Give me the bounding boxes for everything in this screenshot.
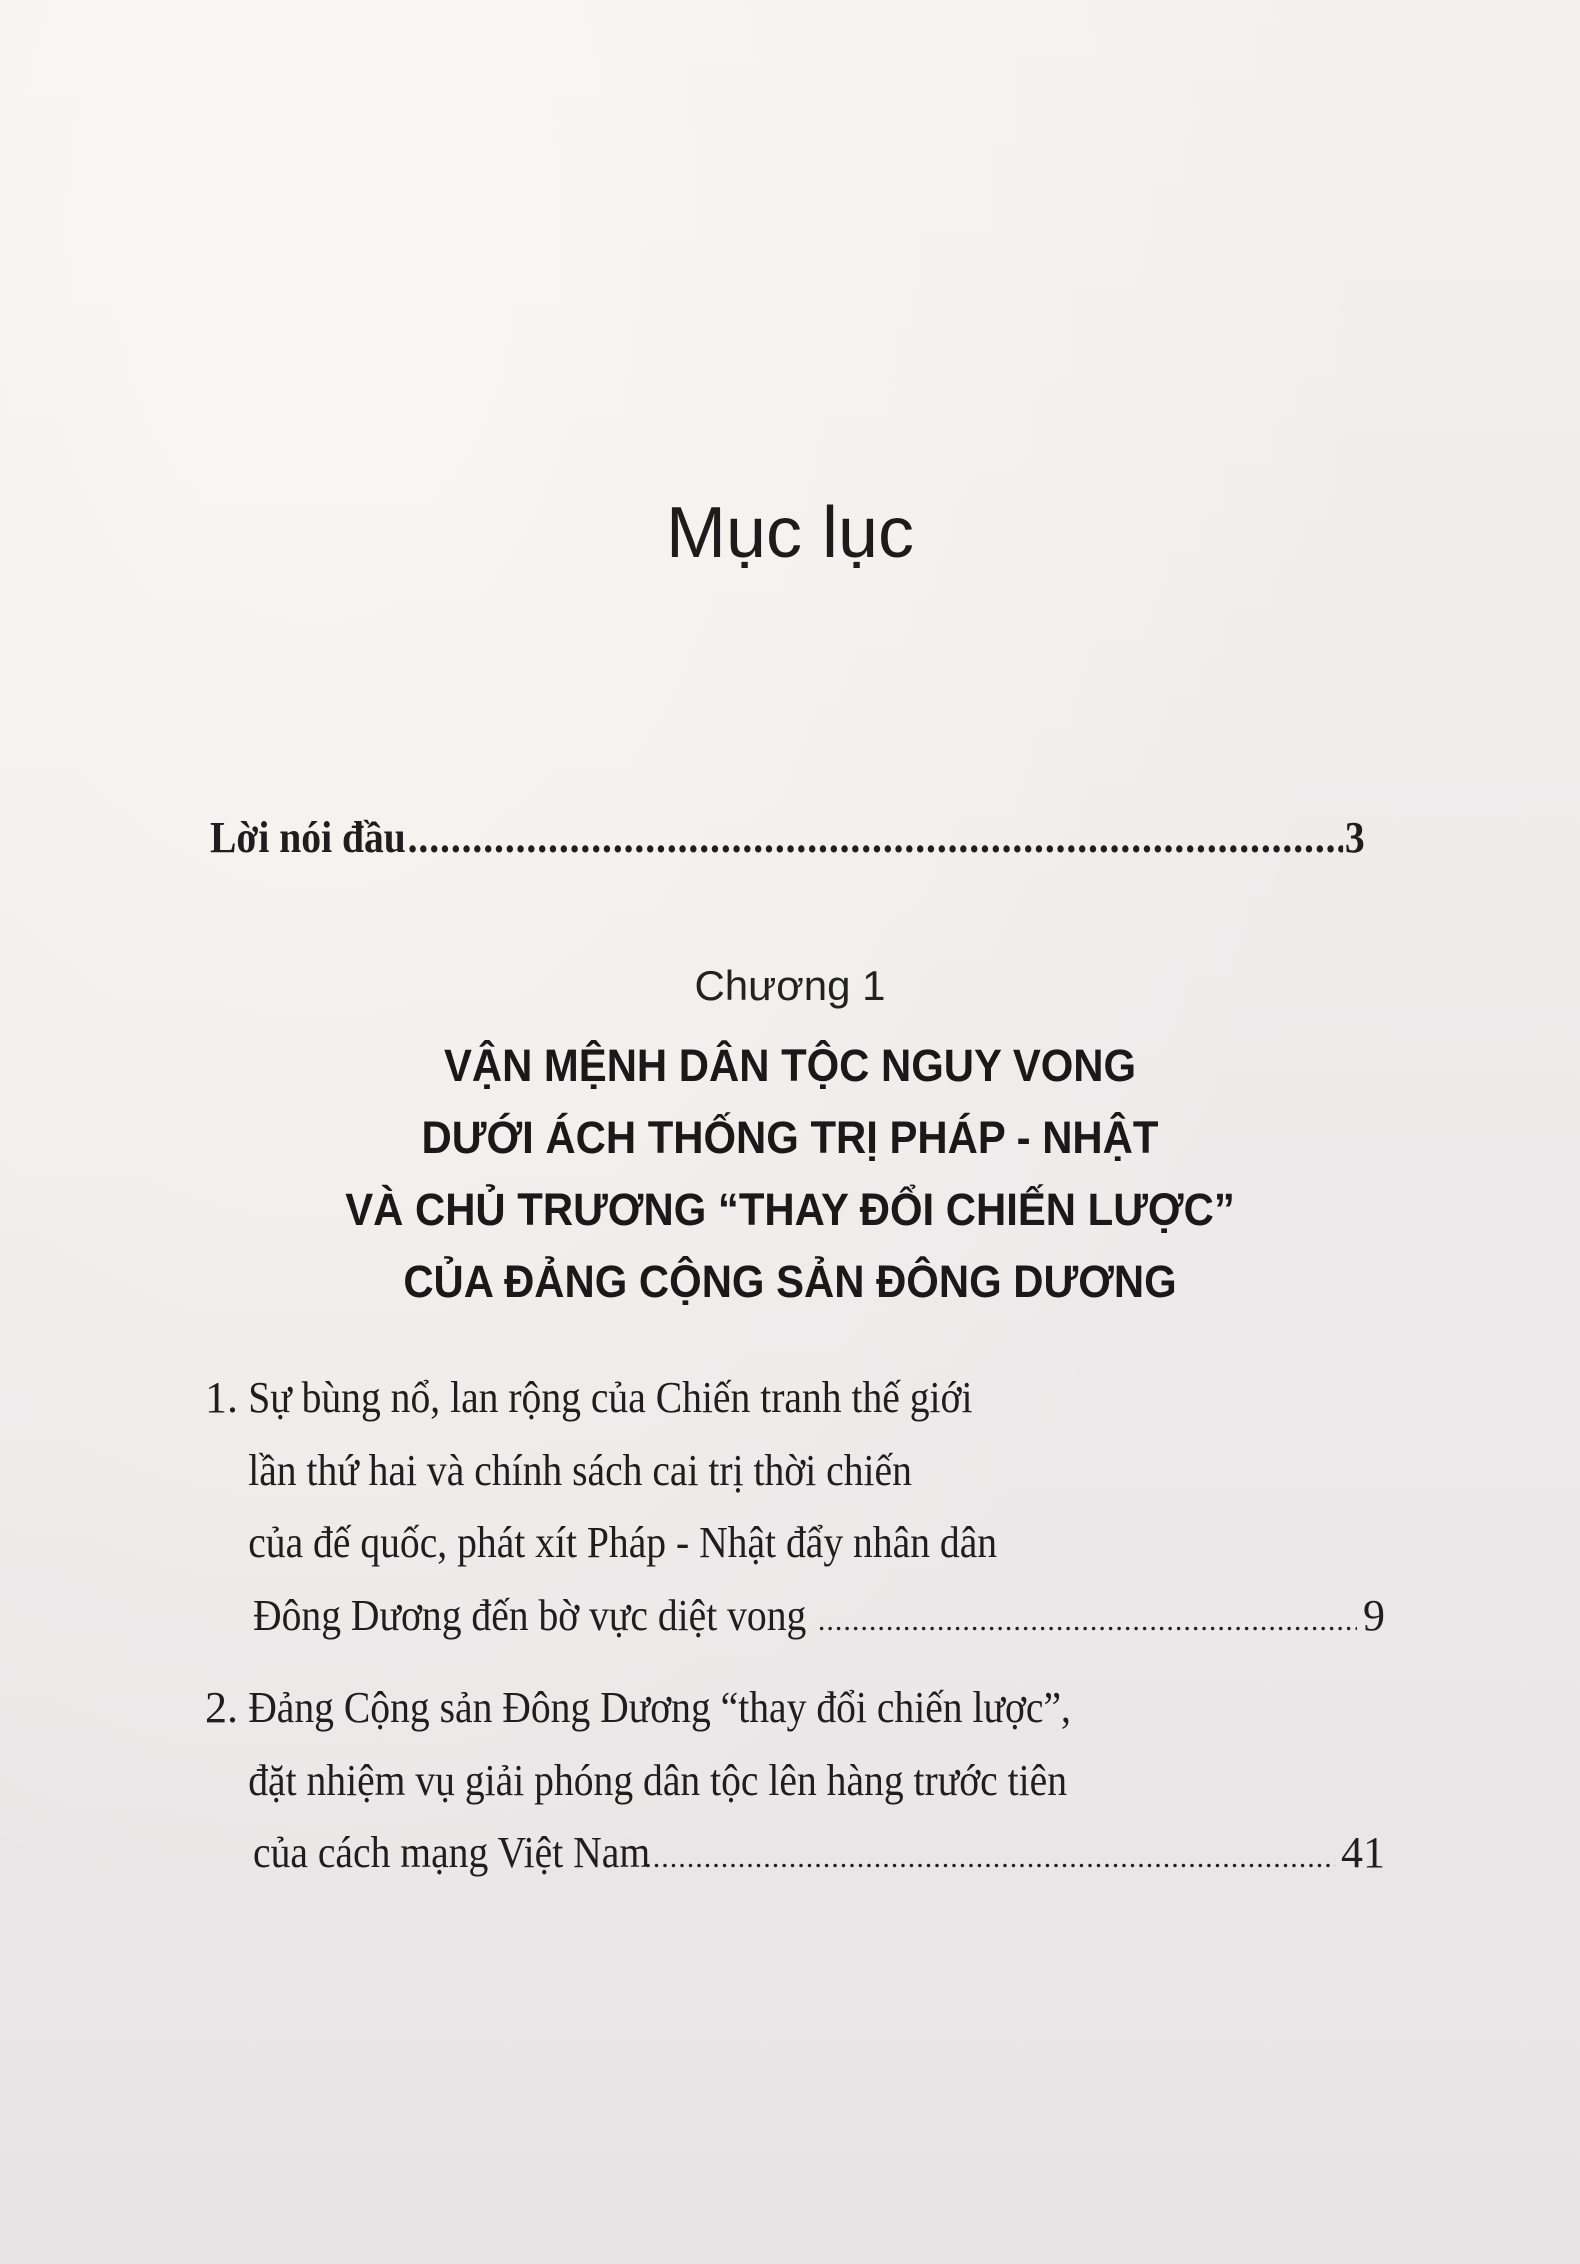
- toc-page-number: 3: [1344, 813, 1365, 862]
- chapter-heading-line: DƯỚI ÁCH THỐNG TRỊ PHÁP - NHẬT: [421, 1112, 1159, 1163]
- chapter-heading-line: VẬN MỆNH DÂN TỘC NGUY VONG: [443, 1040, 1137, 1091]
- chapter-label: Chương 1: [694, 962, 886, 1009]
- toc-item-2[interactable]: [205, 1672, 1385, 1895]
- toc-item-number: 2.: [205, 1683, 238, 1732]
- toc-item-line: Đảng Cộng sản Đông Dương “thay đổi chiến lược”,: [248, 1683, 1071, 1732]
- toc-item-1[interactable]: [205, 1362, 1385, 1657]
- toc-item-last-line: [205, 1580, 1385, 1658]
- toc-item-line: của đế quốc, phát xít Pháp - Nhật đẩy nhân dân: [248, 1518, 998, 1567]
- toc-entry-label: Lời nói đầu: [210, 813, 406, 862]
- toc-item-line: lần thứ hai và chính sách cai trị thời chiến: [248, 1445, 912, 1495]
- dot-leader: [818, 1585, 1357, 1658]
- toc-item-line: Sự bùng nổ, lan rộng của Chiến tranh thế giới: [248, 1373, 973, 1422]
- chapter-heading-line: VÀ CHỦ TRƯƠNG “THAY ĐỔI CHIẾN LƯỢC”: [345, 1184, 1235, 1235]
- toc-item-line: đặt nhiệm vụ giải phóng dân tộc lên hàng trước tiên: [248, 1755, 1068, 1805]
- toc-item-last-line: [205, 1817, 1385, 1895]
- toc-item-line: của cách mạng Việt Nam: [253, 1828, 651, 1877]
- chapter-heading-line: CỦA ĐẢNG CỘNG SẢN ĐÔNG DƯƠNG: [403, 1256, 1177, 1307]
- chapter-heading: [0, 1030, 1580, 1318]
- toc-page-number: 41: [1341, 1828, 1385, 1877]
- toc-item-line: Đông Dương đến bờ vực diệt vong: [253, 1590, 807, 1640]
- page-title: Mục lục: [665, 493, 915, 573]
- toc-page-number: 9: [1363, 1590, 1385, 1640]
- dot-leader: [408, 812, 1343, 863]
- toc-entry-preface[interactable]: [210, 812, 1365, 863]
- dot-leader: [644, 1822, 1335, 1895]
- toc-item-number: 1.: [205, 1373, 238, 1422]
